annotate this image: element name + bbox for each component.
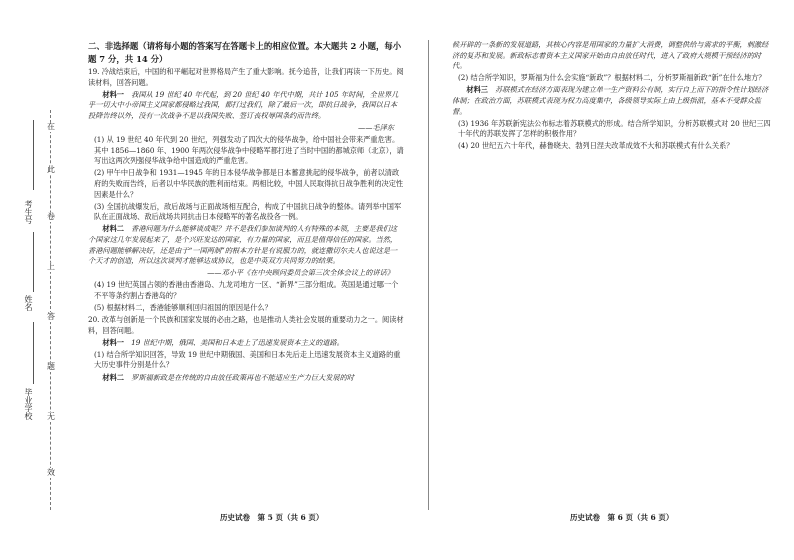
question-20-2: (2) 结合所学知识，罗斯福为什么会实施“新政”？根据材料二，分析罗斯福新政“新”在什么地方？: [458, 73, 766, 83]
material-text: 19 世纪中期，俄国、美国和日本走上了迅速发展资本主义的道路。: [131, 337, 344, 347]
material-signature: ——邓小平《在中央顾问委员会第三次全体会议上的讲话》: [207, 268, 394, 278]
name-label: 姓名: [24, 295, 33, 311]
right-column: [452, 40, 772, 153]
question-20-intro: 20. 改革与创新是一个民族和国家发展的必由之路，也是推动人类社会发展的重要动力之一。阅读材料，回答问题。: [88, 315, 404, 335]
column-divider: [428, 40, 429, 510]
seal-char: 卷: [47, 212, 55, 221]
exam-number-line: [33, 120, 34, 190]
binding-margin: [0, 0, 78, 560]
material-3: [452, 85, 772, 117]
material-label: 材料二: [102, 224, 124, 234]
question-19-2: (2) 甲午中日战争和 1931—1945 年的日本侵华战争都是日本蓄意挑起的侵华战争，前者以清政府的失败而告终，后者以中华民族的胜利而结束。两相比较，中国人民取得抗日战争胜利的决定性因素是什么？: [94, 168, 404, 199]
material-label: 材料三: [466, 85, 488, 95]
seal-char: 效: [47, 468, 55, 477]
material-text: 我国从 19 世纪 40 年代起，到 20 世纪 40 年代中期，共计 105 年时间，全世界几乎一切大中小帝国主义国家都侵略过我国，都打过我们，除了最后一次，即抗日战争，我国以日本投降告终以外，没有一次战争不是以我国失败、签订丧权辱国条约而告终。: [88, 89, 399, 120]
material-text: 香港问题为什么能够谈成呢？并不是我们参加谈判的人有特殊的本领，主要是我们这个国家这几年发展起来了，是个兴旺发达的国家，有力量的国家，而且是值得信任的国家。当然，香港问题能够解决好，还是由于“一国两制”的根本方针是有说服力的，就连撒切尔夫人也说这是一个天才的创造，所以这次谈判才能够达成协议，也是中英双方共同努力的结果。: [88, 224, 398, 266]
question-20-4: (4) 20 世纪五六十年代，赫鲁晓夫、勃列日涅夫改革成效不大和苏联模式有什么关系？: [458, 141, 734, 151]
section-title: 二、非选择题（请将每小题的答案写在答题卡上的相应位置。本大题共 2 小题，每小题 7 分，共 14 分）: [88, 41, 402, 64]
seal-char: 答: [47, 312, 55, 321]
page-footer-left: 历史试卷 第 5 页（共 6 页）: [220, 513, 324, 522]
material-continuation: 候开辟的一条新的发展道路，其核心内容是用国家的力量扩大消费，调整供给与需求的平衡，刺激经济的复苏和发展。新政标志着资本主义国家开始由自由放任时代，进入了政府大规模干预经济的时代。: [452, 40, 769, 71]
seal-char: 在: [47, 122, 55, 131]
question-19-5: (5) 根据材料二，香港能够顺利回归祖国的原因是什么？: [94, 302, 272, 312]
question-19-4: (4) 19 世纪英国占领的香港由香港岛、九龙司地方一区、“新界”三部分组成。英国是通过哪一个不平等条约割占香港岛的？: [94, 280, 399, 300]
question-20-3: (3) 1936 年苏联新宪法公布标志着苏联模式的形成。结合所学知识，分析苏联模式对 20 世纪三四十年代的苏联发挥了怎样的积极作用？: [458, 118, 771, 139]
seal-char: 上: [47, 262, 55, 271]
question-19-intro: 19. 冷战结束后，中国的和平崛起对世界格局产生了重大影响。抚今追昔，让我们再读一下历史。阅读材料，回答问题。: [88, 67, 404, 87]
name-line: [33, 232, 34, 292]
material-signature: ——毛泽东: [358, 122, 394, 132]
material-label: 材料二: [102, 372, 124, 382]
exam-number-label: 考生号: [24, 200, 33, 224]
material-text: 罗斯福新政是在传统的自由放任政策再也不能适应生产力巨大发展的时: [131, 372, 354, 382]
seal-char: 无: [47, 412, 55, 421]
seal-char: 此: [47, 165, 55, 174]
material-2: [88, 224, 404, 266]
school-line: [33, 322, 34, 384]
left-column: [88, 40, 404, 385]
question-19-3: (3) 全国抗战爆发后，敌后战场与正面战场相互配合，构成了中国抗日战争的整体。请列举中国军队在正面战场、敌后战场共同抗击日本侵略军的著名战役各一例。: [94, 201, 402, 222]
page-footer-right: 历史试卷 第 6 页（共 6 页）: [570, 513, 674, 522]
material-label: 材料一: [102, 89, 124, 99]
material-1: [88, 90, 404, 122]
material-text: 苏联模式在经济方面表现为建立单一生产资料公有制，实行自上而下的指令性计划经济体制；在政治方面，苏联模式表现为权力高度集中，各级领导实际上由上级指派，基本不受群众监督。: [452, 85, 769, 116]
material-20-2: [88, 373, 404, 384]
seal-char: 题: [47, 362, 55, 371]
material-label: 材料一: [102, 337, 124, 347]
school-label: 毕业学校: [24, 388, 33, 420]
material-20-1: [88, 338, 404, 349]
question-20-1: (1) 结合所学知识回答，导致 19 世纪中期俄国、美国和日本先后走上迅速发展资本主义道路的重大历史事件分别是什么？: [94, 349, 401, 370]
question-19-1: (1) 从 19 世纪 40 年代到 20 世纪，列强发动了四次大的侵华战争，给中国社会带来严重危害。其中 1856—1860 年、1900 年两次侵华战争中侵略军都打进了当时中国的都城京师（北京），请写出这两次列强侵华战争给中国造成的严重危害。: [94, 135, 404, 166]
